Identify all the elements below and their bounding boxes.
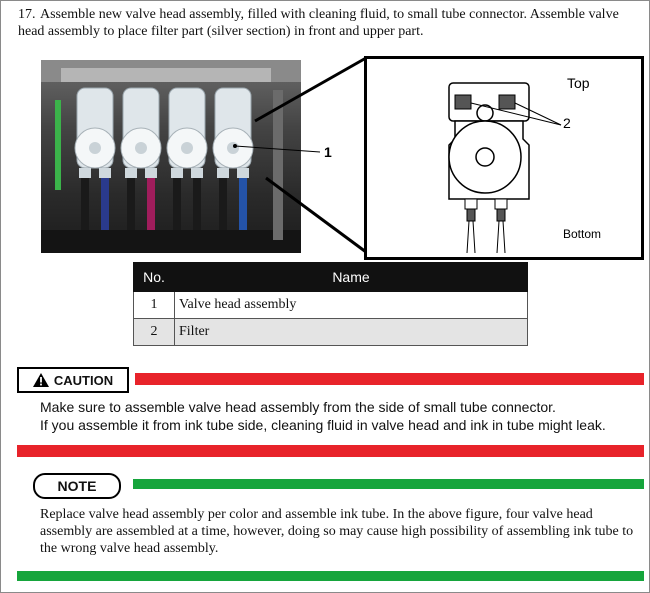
table-row	[134, 292, 528, 319]
note-badge	[33, 473, 121, 499]
caution-bottom-bar	[17, 445, 644, 457]
caution-badge	[17, 367, 129, 393]
note-message: Replace valve head assembly per color and assemble ink tube. In the above figure, four valve head assembly are assembled at a time, however, doing so may cause high possibility of assembling ink tube to the wrong valve head assembly.	[40, 507, 634, 556]
caution-top-bar	[135, 373, 644, 385]
zoom-diagram	[364, 56, 644, 260]
column-header-no: No.	[134, 263, 175, 292]
caution-line-2: If you assemble it from ink tube side, cleaning fluid in valve head and ink in tube might leak.	[40, 417, 606, 433]
note-label: NOTE	[57, 478, 97, 494]
caution-message	[40, 398, 640, 434]
step-number: 17.	[18, 7, 36, 22]
top-label: Top	[567, 75, 590, 91]
warning-triangle-icon	[33, 373, 49, 387]
note-bottom-bar	[17, 571, 644, 581]
bottom-label: Bottom	[563, 227, 602, 241]
column-header-name: Name	[175, 263, 528, 292]
caution-line-1: Make sure to assemble valve head assembly from the side of small tube connector.	[40, 399, 556, 415]
part-name: Filter	[175, 319, 528, 346]
step-text: Assemble new valve head assembly, filled with cleaning fluid, to small tube connector. Assemble valve head assembly to place filter part (silver section) in front and upper part.	[18, 7, 619, 39]
part-number: 1	[134, 292, 175, 319]
part-number: 2	[134, 319, 175, 346]
parts-table	[133, 262, 528, 346]
callout-2-label: 2	[563, 115, 571, 131]
callout-1-label: 1	[324, 144, 332, 160]
table-header-row	[134, 263, 528, 292]
note-top-bar	[133, 479, 644, 489]
part-name: Valve head assembly	[175, 292, 528, 319]
table-row	[134, 319, 528, 346]
caution-label: CAUTION	[53, 372, 114, 388]
